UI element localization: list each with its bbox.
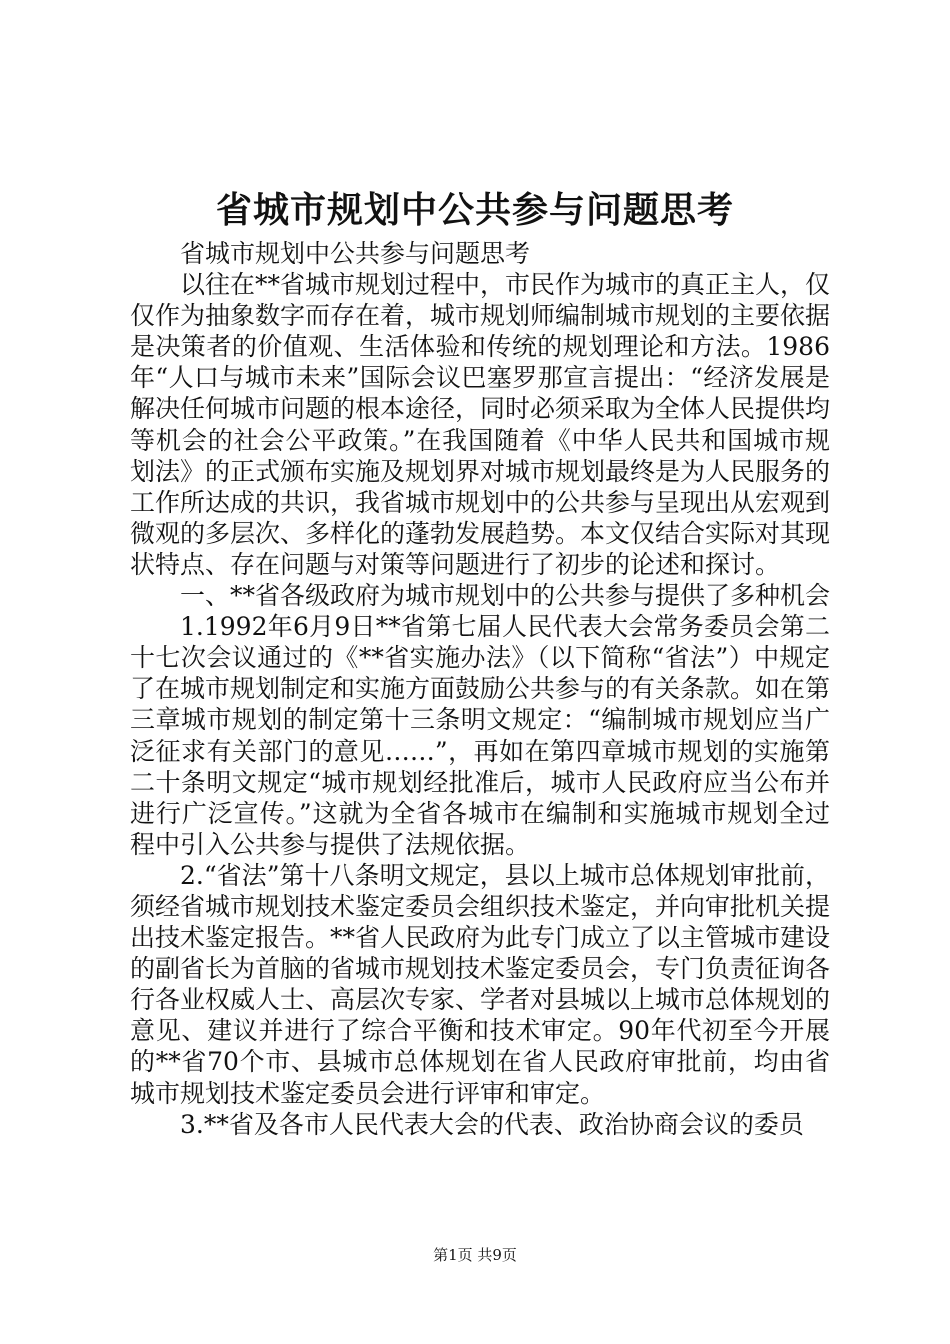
paragraph-item-2: 2.“省法”第十八条明文规定，县以上城市总体规划审批前，须经省城市规划技术鉴定委员会组织技术鉴定，并向审批机关提出技术鉴定报告。**省人民政府为此专门成立了以主管城市建设的副省长为首脑的省城市规划技术鉴定委员会，专门负责征询各行各业权威人士、高层次专家、学者对县城以上城市总体规划的意见、建议并进行了综合平衡和技术审定。90年代初至今开展的**省70个市、县城市总体规划在省人民政府审批前，均由省城市规划技术鉴定委员会进行评审和审定。 [130, 860, 831, 1108]
page-number-footer: 第1页 共9页 [433, 1246, 517, 1264]
paragraph-subtitle: 省城市规划中公共参与问题思考 [180, 239, 531, 268]
document-title: 省城市规划中公共参与问题思考 [215, 189, 734, 231]
section-heading-1: 一、**省各级政府为城市规划中的公共参与提供了多种机会 [180, 581, 831, 611]
paragraph-intro: 以往在**省城市规划过程中，市民作为城市的真正主人，仅仅作为抽象数字而存在着，城市规划师编制城市规划的主要依据是决策者的价值观、生活体验和传统的规划理论和方法。1986年“人口与城市未来”国际会议巴塞罗那宣言提出：“经济发展是解决任何城市问题的根本途径，同时必须采取为全体人民提供均等机会的社会公平政策。”在我国随着《中华人民共和国城市规划法》的正式颁布实施及规划界对城市规划最终是为人民服务的工作所达成的共识，我省城市规划中的公共参与呈现出从宏观到微观的多层次、多样化的蓬勃发展趋势。本文仅结合实际对其现状特点、存在问题与对策等问题进行了初步的论述和探讨。 [130, 270, 831, 579]
paragraph-item-1: 1.1992年6月9日**省第七届人民代表大会常务委员会第二十七次会议通过的《**省实施办法》（以下简称“省法”）中规定了在城市规划制定和实施方面鼓励公共参与的有关条款。如在第三章城市规划的制定第十三条明文规定：“编制城市规划应当广泛征求有关部门的意见……”，再如在第四章城市规划的实施第二十条明文规定“城市规划经批准后，城市人民政府应当公布并进行广泛宣传。”这就为全省各城市在编制和实施城市规划全过程中引入公共参与提供了法规依据。 [130, 612, 831, 859]
paragraph-item-3: 3.**省及各市人民代表大会的代表、政治协商会议的委员 [180, 1109, 804, 1139]
document-body [130, 238, 830, 1140]
